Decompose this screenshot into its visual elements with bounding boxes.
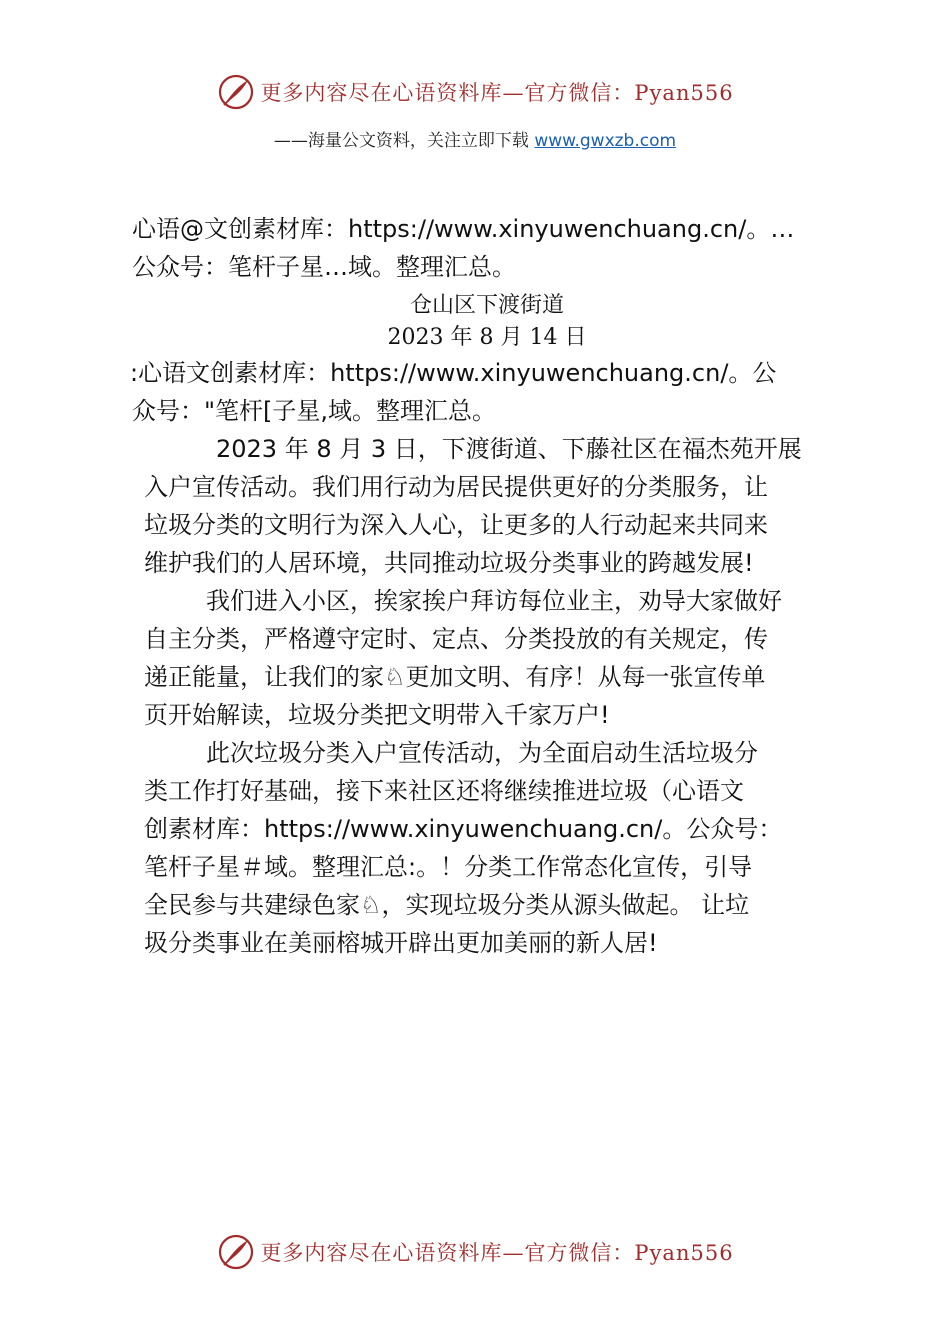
paragraph-line: 圾分类事业在美丽榕城开辟出更加美丽的新人居! xyxy=(144,929,658,957)
paragraph-line: 递正能量，让我们的家♘更加文明、有序！从每一张宣传单 xyxy=(144,663,766,691)
banner-text: 更多内容尽在心语资料库—官方微信：Pyan556 xyxy=(260,1241,734,1265)
paragraph-2 xyxy=(144,582,842,734)
paragraph-line: 创素材库：https://www.xinyuwenchuang.cn/。公众号： xyxy=(144,815,783,843)
paragraph-3 xyxy=(144,734,842,962)
intro2-line-1: :心语文创素材库：https://www.xinyuwenchuang.cn/。公 xyxy=(130,359,777,387)
org-name: 仓山区下渡街道 xyxy=(409,293,564,318)
paragraph-line: 2023 年 8 月 3 日，下渡街道、下藤社区在福杰苑开展 xyxy=(216,435,802,463)
download-subline: ——海量公文资料，关注立即下载 www.gwxzb.com xyxy=(273,131,677,151)
paragraph-line: 我们进入小区，挨家挨户拜访每位业主，劝导大家做好 xyxy=(206,587,782,615)
feather-logo-icon xyxy=(216,1232,256,1272)
banner-text: 更多内容尽在心语资料库—官方微信：Pyan556 xyxy=(260,81,734,105)
intro-line-1: 心语@文创素材库：https://www.xinyuwenchuang.cn/。… xyxy=(132,215,795,243)
paragraph-line: 维护我们的人居环境，共同推动垃圾分类事业的跨越发展! xyxy=(144,549,754,577)
paragraph-line: 自主分类，严格遵守定时、定点、分类投放的有关规定，传 xyxy=(144,625,768,653)
paragraph-line: 笔杆子星＃域。整理汇总:。！分类工作常态化宣传，引导 xyxy=(144,853,753,881)
doc-date: 2023 年 8 月 14 日 xyxy=(387,325,587,350)
paragraph-line: 入户宣传活动。我们用行动为居民提供更好的分类服务，让 xyxy=(144,473,768,501)
feather-logo-icon xyxy=(216,72,256,112)
top-banner xyxy=(0,70,950,114)
paragraph-line: 此次垃圾分类入户宣传活动，为全面启动生活垃圾分 xyxy=(206,739,758,767)
site-link[interactable]: www.gwxzb.com xyxy=(534,131,677,151)
paragraph-line: 类工作打好基础，接下来社区还将继续推进垃圾（心语文 xyxy=(144,777,744,805)
paragraph-line: 页开始解读，垃圾分类把文明带入千家万户! xyxy=(144,701,610,729)
paragraph-1 xyxy=(144,430,842,582)
intro-line-2: 公众号：笔杆子星…域。整理汇总。 xyxy=(132,253,516,281)
intro2-line-2: 众号："笔杆[子星,域。整理汇总。 xyxy=(132,397,497,425)
paragraph-line: 全民参与共建绿色家♘，实现垃圾分类从源头做起。 让垃 xyxy=(144,891,750,919)
document-body xyxy=(132,210,842,962)
bottom-banner xyxy=(0,1230,950,1274)
paragraph-line: 垃圾分类的文明行为深入人心，让更多的人行动起来共同来 xyxy=(144,511,768,539)
